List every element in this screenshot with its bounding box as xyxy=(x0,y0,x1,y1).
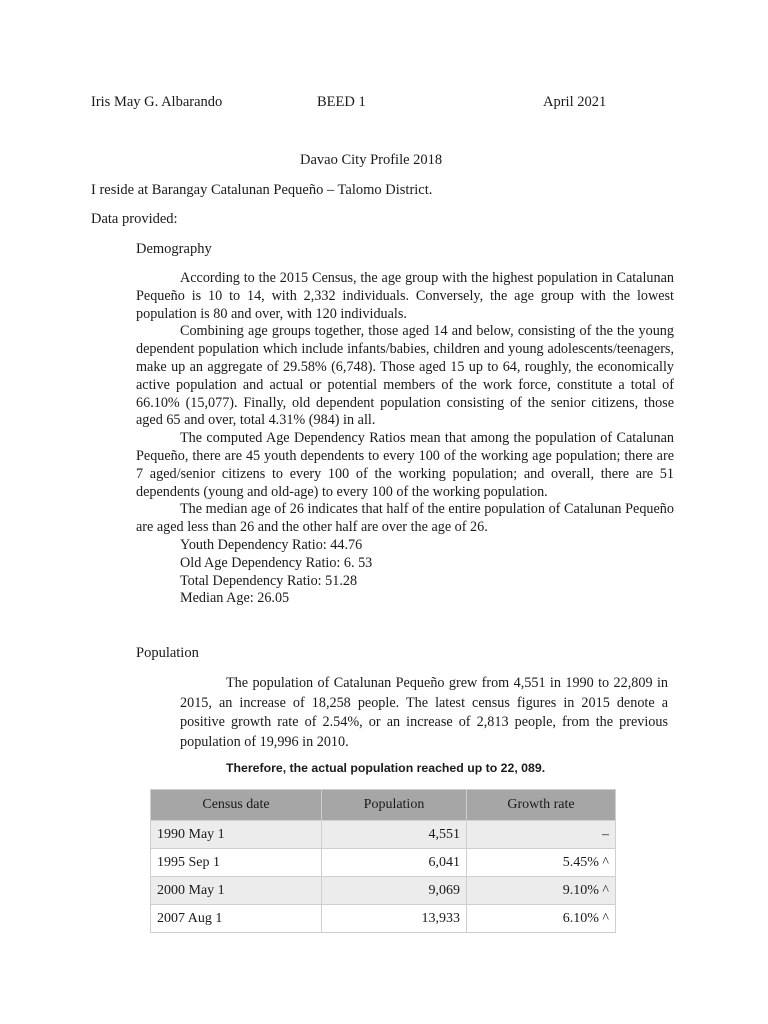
census-table xyxy=(150,789,616,933)
date-label: April 2021 xyxy=(543,94,607,110)
population-section xyxy=(180,674,668,752)
growth-rate-cell: 6.10% ^ xyxy=(467,905,616,933)
demography-paragraph: According to the 2015 Census, the age group with the highest population in Catalunan Pequeño is 10 to 14, with 2,332 individuals. Conversely, the age group with the lowest population is 80 and over, with 120 individuals. xyxy=(136,270,674,322)
total-dependency-ratio: Total Dependency Ratio: 51.28 xyxy=(180,572,358,589)
population-paragraph: The population of Catalunan Pequeño grew from 4,551 in 1990 to 22,809 in 2015, an increase of 18,258 people. The latest census figures in 2015 denote a positive growth rate of 2.54%, or an increase of 2,813 people, from the previous population of 19,996 in 2010. xyxy=(180,675,668,750)
column-header-population: Population xyxy=(322,790,467,821)
demography-paragraph: The computed Age Dependency Ratios mean that among the population of Catalunan Pequeño, there are 45 youth dependents to every 100 of the working age population; there are 7 aged/senior citizens to every 100 of the working population; and overall, there are 51 dependents (young and old-age) to every 100 of the working population. xyxy=(136,430,674,500)
census-date-cell: 2007 Aug 1 xyxy=(151,905,322,933)
demography-section xyxy=(136,270,674,608)
table-row xyxy=(151,905,616,933)
course-label: BEED 1 xyxy=(317,94,366,110)
author-name: Iris May G. Albarando xyxy=(91,94,223,110)
demography-paragraph: The median age of 26 indicates that half of the entire population of Catalunan Pequeño are aged less than 26 and the other half are over the age of 26. xyxy=(136,501,674,536)
census-date-cell: 1990 May 1 xyxy=(151,821,322,849)
column-header-census-date: Census date xyxy=(151,790,322,821)
population-cell: 4,551 xyxy=(322,821,467,849)
population-heading: Population xyxy=(136,645,199,661)
growth-rate-cell: 5.45% ^ xyxy=(467,849,616,877)
residence-line: I reside at Barangay Catalunan Pequeño – Talomo District. xyxy=(91,182,433,198)
demography-heading: Demography xyxy=(136,241,212,257)
table-row xyxy=(151,877,616,905)
column-header-growth-rate: Growth rate xyxy=(467,790,616,821)
youth-dependency-ratio: Youth Dependency Ratio: 44.76 xyxy=(180,536,363,553)
growth-rate-cell: – xyxy=(467,821,616,849)
population-cell: 6,041 xyxy=(322,849,467,877)
document-title: Davao City Profile 2018 xyxy=(300,152,443,168)
census-date-cell: 2000 May 1 xyxy=(151,877,322,905)
population-cell: 9,069 xyxy=(322,877,467,905)
demography-paragraph: Combining age groups together, those aged 14 and below, consisting of the the young dependent population which include infants/babies, children and young adolescents/teenagers, make up an aggregate of 29.58% (6,748). Those aged 15 up to 64, roughly, the economically active population and actual or potential members of the work force, constitute a total of 66.10% (15,077). Finally, old dependent population consisting of the senior citizens, those aged 65 and over, total 4.31% (984) in all. xyxy=(136,323,674,429)
population-note: Therefore, the actual population reached up to 22, 089. xyxy=(226,761,546,775)
median-age: Median Age: 26.05 xyxy=(180,590,290,607)
table-row xyxy=(151,821,616,849)
old-age-dependency-ratio: Old Age Dependency Ratio: 6. 53 xyxy=(180,554,373,571)
growth-rate-cell: 9.10% ^ xyxy=(467,877,616,905)
table-row xyxy=(151,849,616,877)
data-provided-label: Data provided: xyxy=(91,211,178,227)
census-date-cell: 1995 Sep 1 xyxy=(151,849,322,877)
table-header-row xyxy=(151,790,616,821)
population-cell: 13,933 xyxy=(322,905,467,933)
